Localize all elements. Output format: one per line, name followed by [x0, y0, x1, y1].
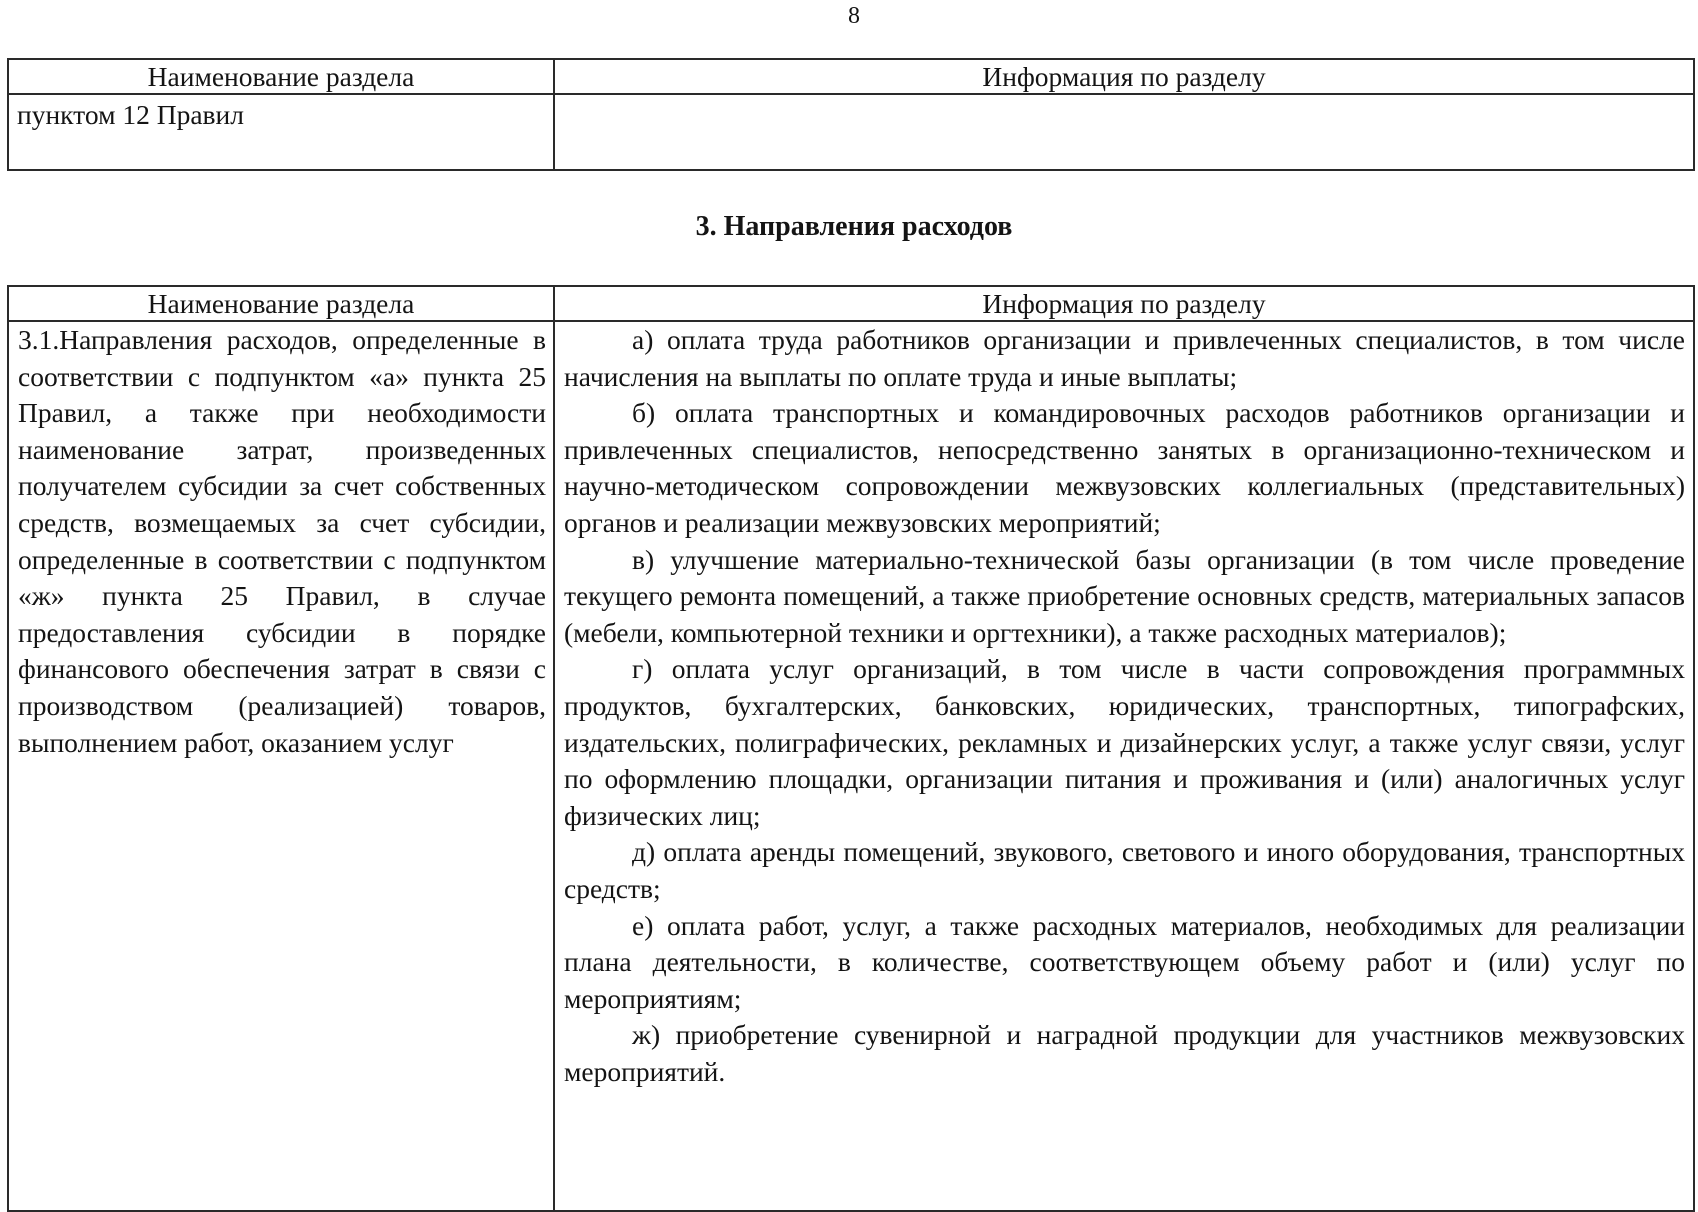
expense-item-d: д) оплата аренды помещений, звукового, светового и иного оборудования, транспортных средств; [564, 836, 1685, 904]
column-header-section-name: Наименование раздела [8, 59, 554, 94]
section-name-cell: 3.1.Направления расходов, определенные в соответствии с подпунктом «а» пункта 25 Правил, а также при необходимости наименование затрат, произведенных получателем субсидии за счет собственных средств, возмещаемых за счет субсидии, определенные в соответствии с подпунктом «ж» пункта 25 Правил, в случае предоставления субсидии в порядке финансового обеспечения затрат в связи с производством (реализацией) товаров, выполнением работ, оказанием услуг [8, 321, 554, 1211]
table-header-row [8, 59, 1694, 94]
expense-item-v: в) улучшение материально-технической базы организации (в том числе проведение текущего ремонта помещений, а также приобретение основных средств, материальных запасов (мебели, компьютерной техники и оргтехники), а также расходных материалов); [564, 543, 1685, 648]
page-number: 8 [848, 3, 860, 29]
section-info-cell [554, 94, 1694, 170]
expense-item-a: а) оплата труда работников организации и привлеченных специалистов, в том числе начисления на выплаты по оплате труда и иные выплаты; [564, 324, 1685, 392]
table-header-row [8, 286, 1694, 321]
table-row [8, 321, 1694, 1211]
section-name-cell: пунктом 12 Правил [8, 94, 554, 170]
column-header-section-name: Наименование раздела [8, 286, 554, 321]
column-header-section-info: Информация по разделу [554, 286, 1694, 321]
table-row [8, 94, 1694, 170]
section-info-table-continued [7, 58, 1695, 171]
expense-item-g: г) оплата услуг организаций, в том числе в части сопровождения программных продуктов, бухгалтерских, банковских, юридических, транспортных, типографских, издательских, полиграфических, рекламных и дизайнерских услуг, а также услуг связи, услуг по оформлению площадки, организации питания и проживания и (или) аналогичных услуг физических лиц; [564, 653, 1685, 831]
column-header-section-info: Информация по разделу [554, 59, 1694, 94]
section-heading: 3. Направления расходов [695, 211, 1013, 242]
expense-item-e: е) оплата работ, услуг, а также расходных материалов, необходимых для реализации плана деятельности, в количестве, соответствующем объему работ и (или) услуг по мероприятиям; [564, 909, 1685, 1014]
expense-item-b: б) оплата транспортных и командировочных расходов работников организации и привлеченных специалистов, непосредственно занятых в организационно-техническом и научно-методическом сопровождении межвузовских коллегиальных (представительных) органов и реализации межвузовских мероприятий; [564, 397, 1685, 538]
expense-directions-table [7, 285, 1695, 1212]
expense-item-zh: ж) приобретение сувенирной и наградной продукции для участников межвузовских мероприятий. [564, 1019, 1685, 1087]
section-info-cell [554, 321, 1694, 1211]
